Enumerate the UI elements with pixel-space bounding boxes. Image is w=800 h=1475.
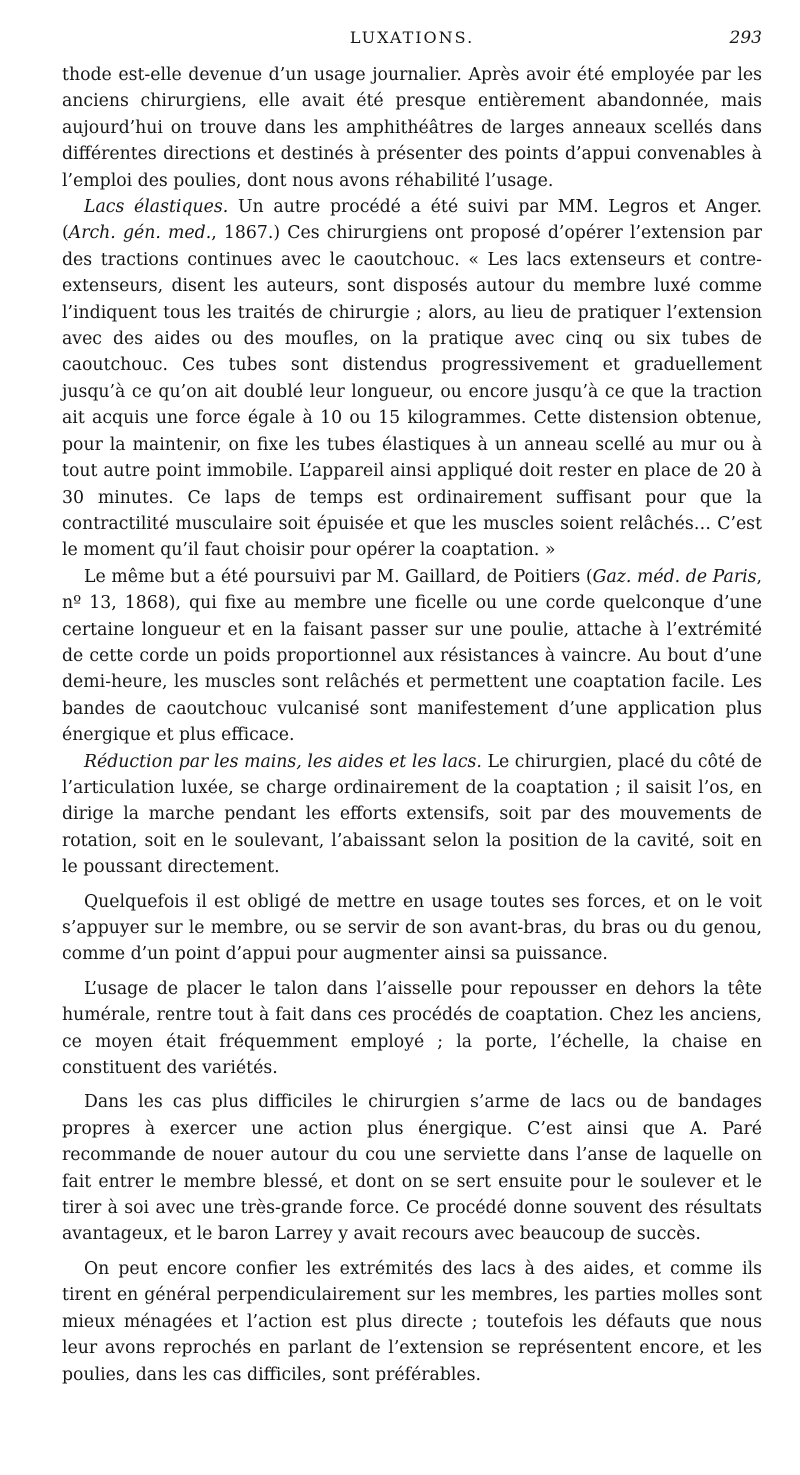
italic-run: Arch. gén. med. xyxy=(68,223,212,244)
text-run: Quelquefois il est obligé de mettre en usage toutes ses forces, et on le voit s’appuyer sur le membre, ou se servir de son avant-bras, du bras ou du genou, comme d’un point d’appui pour augmenter ainsi sa puissance. xyxy=(62,891,762,965)
paragraph-continuation xyxy=(62,62,762,194)
paragraph-usage-du-talon xyxy=(62,976,762,1082)
italic-run: Gaz. méd. de Paris xyxy=(592,566,757,587)
text-run: Le chirurgien, placé du côté de l’articulation luxée, se charge ordinairement de la coaptation ; il saisit l’os, en dirige la marche pendant les efforts extensifs, soit par des mouvements de rotation, soit en le soulevant, l’abaissant selon la position de la cavité, soit en le poussant directement. xyxy=(62,751,763,878)
italic-run: Réduction par les mains, les aides et les lacs. xyxy=(84,751,482,772)
running-head xyxy=(62,28,762,56)
body-text xyxy=(62,62,762,1388)
paragraph-gaillard xyxy=(62,564,762,749)
italic-run: Lacs élastiques. xyxy=(84,197,229,218)
paragraph-quelquefois xyxy=(62,889,762,968)
paragraph-reduction-par-les-mains xyxy=(62,749,762,881)
text-run: On peut encore confier les extrémités des lacs à des aides, et comme ils tirent en général perpendiculairement sur les membres, les parties molles sont mieux ménagées et l’action est plus directe ; toutefois les défauts que nous leur avons reprochés en parlant de l’extension se représentent encore, et les poulies, dans les cas difficiles, sont préférables. xyxy=(62,1258,762,1385)
text-run: Le même but a été poursuivi par M. Gaillard, de Poitiers ( xyxy=(84,566,593,587)
text-run: L’usage de placer le talon dans l’aisselle pour repousser en dehors la tête humérale, rentre tout à fait dans ces procédés de coaptation. Chez les anciens, ce moyen était fréquemment employé ; la porte, l’échelle, la chaise en constituent des variétés. xyxy=(62,978,762,1079)
text-run: , 1867.) Ces chirurgiens ont proposé d’opérer l’extension par des tractions continues avec le caoutchouc. « Les lacs extenseurs et contre-extenseurs, disent les auteurs, sont disposés autour du membre luxé comme l’indiquent tous les traités de chirurgie ; alors, au lieu de pratiquer l’extension avec des aides ou des moufles, on la pratique avec cinq ou six tubes de caoutchouc. Ces tubes sont distendus progressivement et graduellement jusqu’à ce qu’on ait doublé leur longueur, ou encore jusqu’à ce que la traction ait acquis une force égale à 10 ou 15 kilogrammes. Cette distension obtenue, pour la maintenir, on fixe les tubes élastiques à un anneau scellé au mur ou à tout autre point immobile. L’appareil ainsi appliqué doit rester en place de 20 à 30 minutes. Ce laps de temps est ordinairement suffisant pour que la contractilité musculaire soit épuisée et que les muscles soient relâchés… C’est le moment qu’il faut choisir pour opérer la coaptation. » xyxy=(62,223,762,561)
paragraph-lacs-ou-bandages xyxy=(62,1089,762,1247)
paragraph-lacs-aux-aides xyxy=(62,1256,762,1388)
text-run: , nº 13, 1868), qui fixe au membre une ficelle ou une corde quelconque d’une certaine longueur et en la faisant passer sur une poulie, attache à l’extrémité de cette corde un poids proportionnel aux résistances à vaincre. Au bout d’une demi-heure, les muscles sont relâchés et permettent une coaptation facile. Les bandes de caoutchouc vulcanisé sont manifestement d’une application plus énergique et plus efficace. xyxy=(62,566,762,746)
running-title: LUXATIONS. xyxy=(349,28,475,47)
text-run: thode est-elle devenue d’un usage journalier. Après avoir été employée par les anciens chirurgiens, elle avait été presque entièrement abandonnée, mais aujourd’hui on trouve dans les amphithéâtres de larges anneaux scellés dans différentes directions et destinés à présenter des points d’appui convenables à l’emploi des poulies, dont nous avons réhabilité l’usage. xyxy=(62,65,762,191)
text-run: Un autre procédé a été suivi par MM. Legros et Anger. ( xyxy=(62,197,762,244)
paragraph-lacs-elastiques xyxy=(62,194,762,564)
page-number: 293 xyxy=(729,28,762,48)
text-run: Dans les cas plus difficiles le chirurgien s’arme de lacs ou de bandages propres à exercer une action plus énergique. C’est ainsi que A. Paré recommande de nouer autour du cou une serviette dans l’anse de laquelle on fait entrer le membre blessé, et dont on se sert ensuite pour le soulever et le tirer à soi avec une très-grande force. Ce procédé donne souvent des résultats avantageux, et le baron Larrey y avait recours avec beaucoup de succès. xyxy=(62,1092,762,1245)
